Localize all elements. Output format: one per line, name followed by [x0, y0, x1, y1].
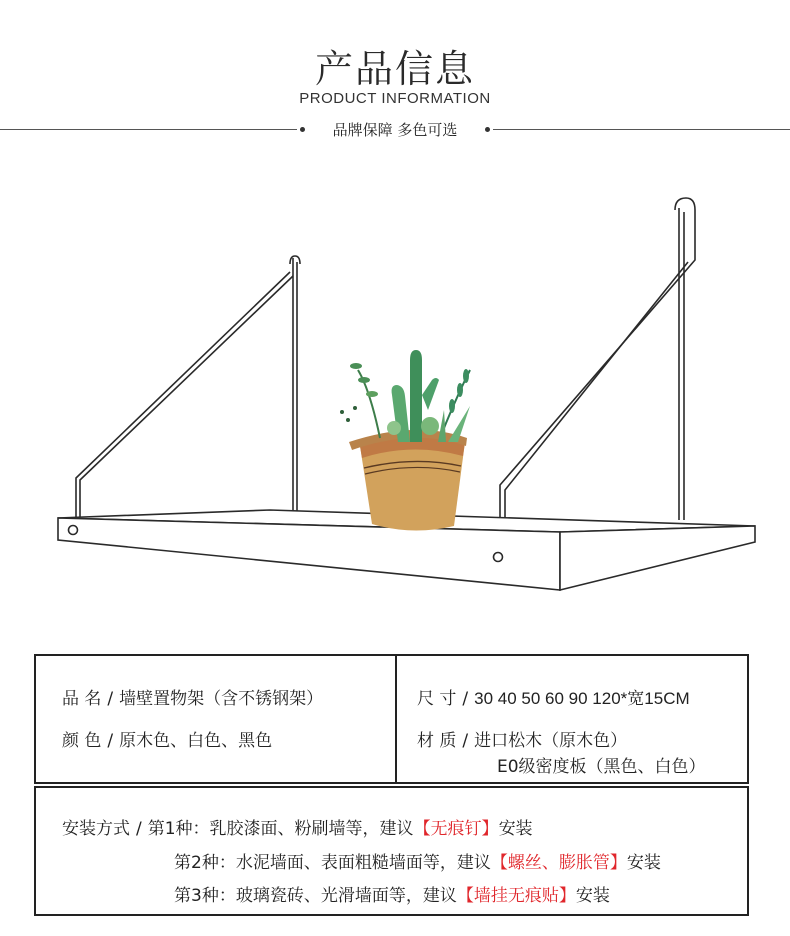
install-2-prefix: 第2种：水泥墙面、表面粗糙墙面等，建议: [174, 853, 491, 873]
spec-name-sep: /: [107, 689, 114, 709]
spec-name-row: [62, 684, 323, 709]
install-sep: /: [136, 819, 142, 839]
left-bracket: [76, 256, 300, 530]
spec-table: [34, 654, 749, 784]
spec-size-value: 30 40 50 60 90 120*宽15CM: [474, 689, 690, 708]
tagline: 品牌保障 多色可选: [332, 121, 458, 139]
install-1-highlight: 【无痕钉】: [413, 819, 499, 839]
page-title: 产品信息: [314, 47, 475, 91]
install-2-suffix: 安装: [626, 853, 661, 873]
rule-right-line: [493, 129, 790, 130]
spec-name-label: 品 名: [62, 689, 102, 709]
install-1-suffix: 安装: [498, 819, 533, 839]
spec-material-value-2: E0级密度板（黑色、白色）: [497, 757, 706, 777]
install-3-highlight: 【墙挂无痕贴】: [456, 886, 576, 906]
rule-right-dot: [485, 127, 490, 132]
spec-color-sep: /: [107, 731, 114, 751]
install-method-2: [174, 848, 661, 873]
spec-material-value-1: 进口松木（原木色）: [474, 731, 628, 751]
spec-size-row: [417, 684, 690, 709]
potted-plant: [340, 350, 470, 531]
spec-name-value: 墙壁置物架（含不锈钢架）: [119, 689, 324, 709]
install-2-highlight: 【螺丝、膨胀管】: [490, 853, 627, 873]
spec-size-label: 尺 寸: [417, 689, 457, 709]
install-1-prefix: 第1种：乳胶漆面、粉刷墙等，建议: [147, 819, 414, 839]
spec-color-row: [62, 726, 272, 751]
install-3-prefix: 第3种：玻璃瓷砖、光滑墙面等，建议: [174, 886, 457, 906]
install-3-suffix: 安装: [575, 886, 610, 906]
spec-size-sep: /: [462, 689, 469, 709]
spec-material-row-2: [497, 752, 706, 777]
spec-material-sep: /: [462, 731, 469, 751]
install-label: 安装方式: [62, 819, 130, 839]
right-bracket: [500, 198, 695, 552]
page-subtitle: PRODUCT INFORMATION: [299, 90, 491, 107]
install-table: [34, 786, 749, 916]
install-method-1: [62, 814, 533, 839]
spec-divider: [395, 656, 397, 782]
shelf-product-image: [0, 180, 790, 620]
spec-material-label: 材 质: [417, 731, 457, 751]
spec-color-label: 颜 色: [62, 731, 102, 751]
spec-color-value: 原木色、白色、黑色: [119, 731, 273, 751]
install-method-3: [174, 881, 610, 906]
spec-material-row: [417, 726, 627, 751]
tagline-rule: [0, 120, 790, 140]
